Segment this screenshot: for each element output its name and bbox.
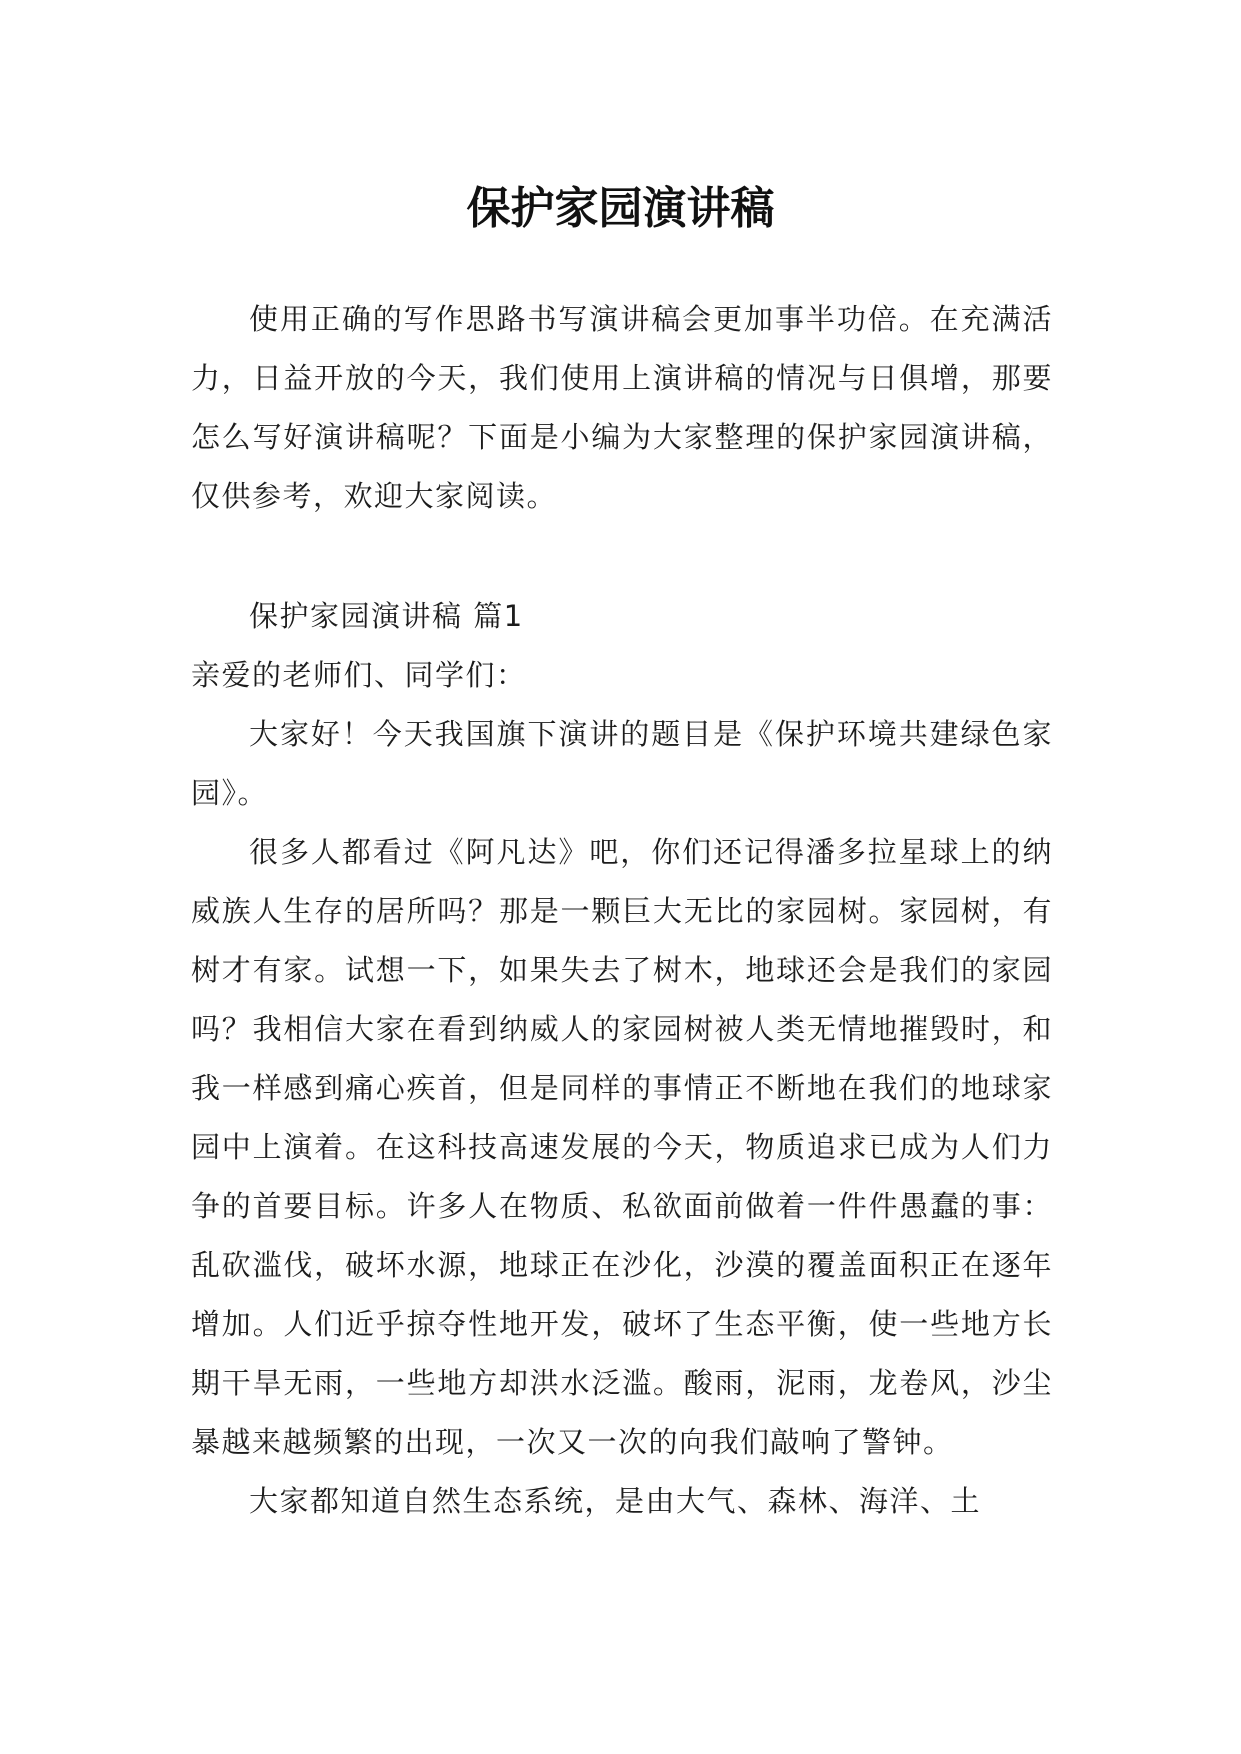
body-paragraph-1: 大家好！今天我国旗下演讲的题目是《保护环境共建绿色家园》。 xyxy=(191,717,1053,810)
document-title: 保护家园演讲稿 xyxy=(466,183,775,235)
paragraph-spacer xyxy=(191,526,1053,587)
body-paragraph-2: 很多人都看过《阿凡达》吧，你们还记得潘多拉星球上的纳威族人生存的居所吗？那是一颗巨大无比的家园树。家园树，有树才有家。试想一下，如果失去了树木，地球还会是我们的家园吗？我相信大家在看到纳威人的家园树被人类无情地摧毁时，和我一样感到痛心疾首，但是同样的事情正不断地在我们的地球家园中上演着。在这科技高速发展的今天，物质追求已成为人们力争的首要目标。许多人在物质、私欲面前做着一件件愚蠢的事：乱砍滥伐，破坏水源，地球正在沙化，沙漠的覆盖面积正在逐年增加。人们近乎掠夺性地开发，破坏了生态平衡，使一些地方长期干旱无雨，一些地方却洪水泛滥。酸雨，泥雨，龙卷风，沙尘暴越来越频繁的出现，一次又一次的向我们敲响了警钟。 xyxy=(191,835,1053,1459)
body-paragraph-3: 大家都知道自然生态系统，是由大气、森林、海洋、土 xyxy=(249,1484,982,1518)
intro-paragraph: 使用正确的写作思路书写演讲稿会更加事半功倍。在充满活力，日益开放的今天，我们使用上演讲稿的情况与日俱增，那要怎么写好演讲稿呢？下面是小编为大家整理的保护家园演讲稿，仅供参考，欢迎大家阅读。 xyxy=(191,302,1053,513)
salutation: 亲爱的老师们、同学们： xyxy=(191,658,527,692)
document-body xyxy=(191,290,1053,1531)
section-heading: 保护家园演讲稿 篇1 xyxy=(249,599,524,633)
